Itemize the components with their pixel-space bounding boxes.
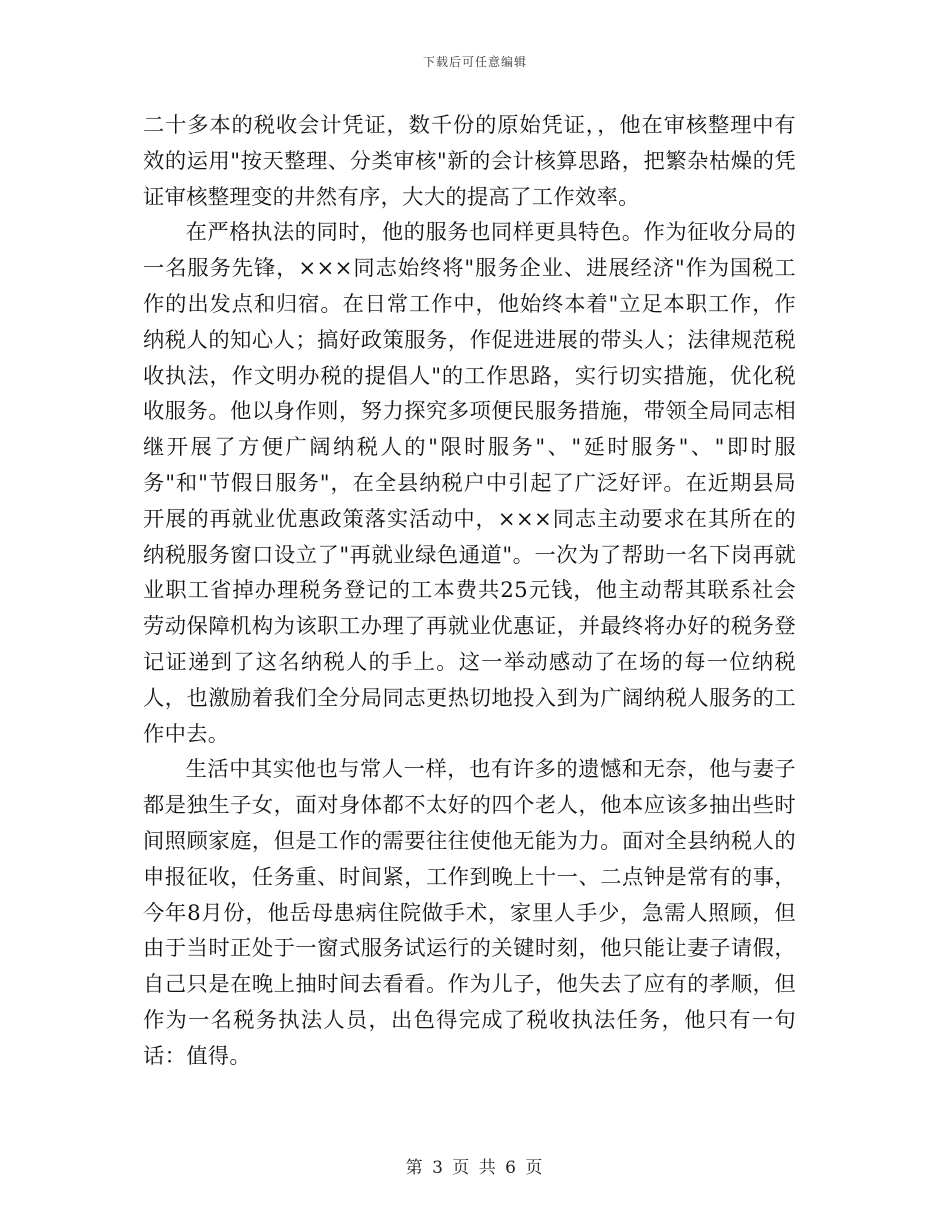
page-number: 第 3 页 共 6 页 <box>405 1158 545 1178</box>
document-body <box>143 108 796 1075</box>
paragraph-continuation: 二十多本的税收会计凭证，数千份的原始凭证，，他在审核整理中有效的运用"按天整理、分类审核"新的会计核算思路，把繁杂枯燥的凭证审核整理变的井然有序，大大的提高了工作效率。 <box>143 113 796 210</box>
paragraph-life: 生活中其实他也与常人一样，也有许多的遗憾和无奈，他与妻子都是独生子女，面对身体都不太好的四个老人，他本应该多抽出些时间照顾家庭，但是工作的需要往往使他无能为力。面对全县纳税人的申报征收，任务重、时间紧，工作到晚上十一、二点钟是常有的事，今年8月份，他岳母患病住院做手术，家里人手少，急需人照顾，但由于当时正处于一窗式服务试运行的关键时刻，他只能让妻子请假，自己只是在晚上抽时间去看看。作为儿子，他失去了应有的孝顺，但作为一名税务执法人员，出色得完成了税收执法任务，他只有一句话：值得。 <box>143 757 796 1069</box>
paragraph-service: 在严格执法的同时，他的服务也同样更具特色。作为征收分局的一名服务先锋，×××同志始终将"服务企业、进展经济"作为国税工作的出发点和归宿。在日常工作中，他始终本着"立足本职工作，作纳税人的知心人；搞好政策服务，作促进进展的带头人；法律规范税收执法，作文明办税的提倡人"的工作思路，实行切实措施，优化税收服务。他以身作则，努力探究多项便民服务措施，带领全局同志相继开展了方便广阔纳税人的"限时服务"、"延时服务"、"即时服务"和"节假日服务"，在全县纳税户中引起了广泛好评。在近期县局开展的再就业优惠政策落实活动中，×××同志主动要求在其所在的纳税服务窗口设立了"再就业绿色通道"。一次为了帮助一名下岗再就业职工省掉办理税务登记的工本费共25元钱，他主动帮其联系社会劳动保障机构为该职工办理了再就业优惠证，并最终将办好的税务登记证递到了这名纳税人的手上。这一举动感动了在场的每一位纳税人，也激励着我们全分局同志更热切地投入到为广阔纳税人服务的工作中去。 <box>143 220 796 747</box>
download-note: 下载后可任意编辑 <box>422 55 527 69</box>
